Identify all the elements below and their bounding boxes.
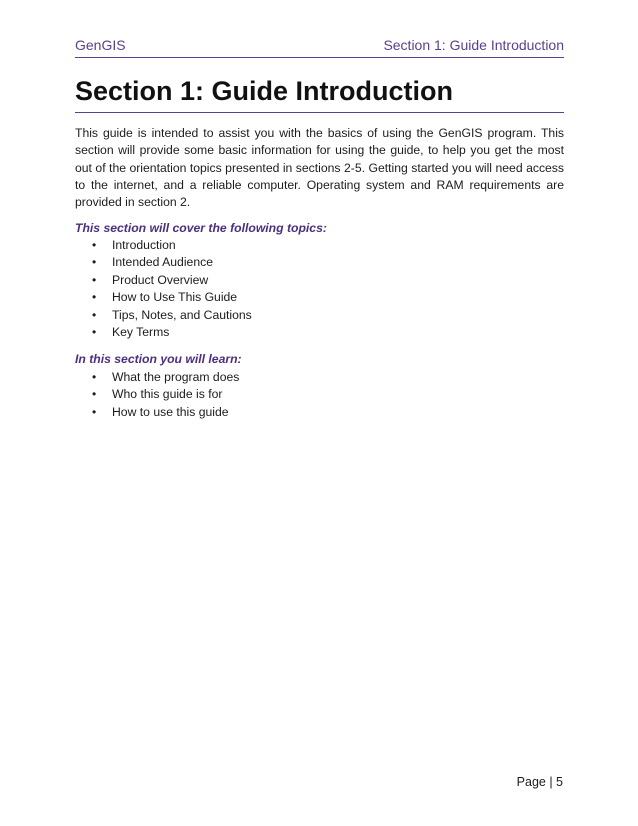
list-item-label: How to use this guide — [112, 404, 229, 419]
header-section-title: Section 1: Guide Introduction — [383, 37, 564, 53]
bullet-icon: • — [92, 370, 97, 384]
header-app-name: GenGIS — [75, 37, 126, 53]
list-item-label: Tips, Notes, and Cautions — [112, 307, 252, 322]
list-item-label: How to Use This Guide — [112, 290, 238, 305]
list-item — [75, 289, 535, 306]
bullet-icon: • — [92, 290, 97, 305]
list-item-label: What the program does — [112, 370, 240, 384]
bullet-icon: • — [92, 307, 97, 322]
page-title: Section 1: Guide Introduction — [75, 72, 564, 113]
learn-list — [75, 369, 535, 421]
list-item — [75, 404, 535, 421]
list-item-label: Intended Audience — [112, 255, 213, 270]
list-item — [75, 307, 535, 324]
learn-heading: In this section you will learn: — [75, 352, 242, 366]
list-item — [75, 254, 535, 271]
bullet-icon: • — [92, 387, 97, 402]
bullet-icon: • — [92, 255, 97, 270]
list-item-label: Who this guide is for — [112, 387, 223, 402]
list-item — [75, 369, 535, 386]
list-item-label: Key Terms — [112, 325, 170, 340]
intro-paragraph: This guide is intended to assist you with the basics of using the GenGIS program. This section will provide some basic information for using the guide, to help you get the most out of the orientation topics presented in sections 2-5. Getting started you will need access to the internet, and a reliable computer. Operating system and RAM requirements are provided in section 2. — [75, 126, 564, 210]
bullet-icon: • — [92, 404, 97, 419]
topics-list — [75, 237, 535, 341]
page-header — [75, 37, 564, 58]
list-item — [75, 237, 535, 254]
list-item — [75, 324, 535, 341]
bullet-icon: • — [92, 325, 97, 340]
list-item-label: Product Overview — [112, 272, 209, 287]
list-item — [75, 386, 535, 403]
topics-heading: This section will cover the following topics: — [75, 221, 327, 235]
page-number: Page | 5 — [516, 775, 563, 789]
bullet-icon: • — [92, 238, 97, 252]
list-item — [75, 272, 535, 289]
list-item-label: Introduction — [112, 238, 176, 252]
bullet-icon: • — [92, 272, 97, 287]
